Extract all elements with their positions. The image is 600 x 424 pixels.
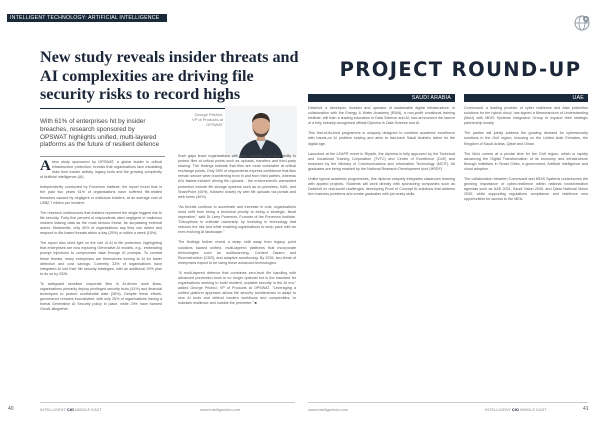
paragraph: Such gaps leave organisations with poor confidence in their ability to protect files at critical points such as uploads, transfers and third-party sharing. The findings indicate that files are most vulnerable at critical exchange points. Only 39% of respondents express confidence that files remain secure when transferring from in and from third parties, whereas AI's fastest-incident driving file uploads - the environment's warrantied protection include file storage systems such as on-premises, NAS, and SharePoint (40%), followed closely by web file uploads via portals and web forms (40%). — [178, 154, 296, 199]
saudi-arabia-story — [308, 106, 455, 202]
page-title: PROJECT ROUND-UP — [339, 58, 582, 81]
paragraph: To safeguard sensitive corporate files in AI-driven work flows, organisations primarily deploy privileged security tools (41%) and financial techniques to protect confidential data (38%). Despite these efforts, governance remains inconsistent, with only 25% of organisations having a formal Generative AI Security policy in place, while 29% have banned GenAI altogether. — [40, 281, 162, 312]
paragraph: The research underscores that insiders represent the single biggest risk to file security. Forty-five percent of respondents cited negligent or malicious insiders leaking data as the most serious threat, far surpassing external actors. Meanwhile, only 40% of organisations say they can detect and respond to file-based threats within a day (25%) or within a week (15%). — [40, 210, 162, 236]
globe-pin-icon — [572, 14, 592, 32]
article-column-1 — [40, 160, 162, 317]
photo-caption: George Prichici, VP of Products at OPSWAT — [191, 112, 223, 127]
portrait-photo — [225, 106, 297, 158]
paragraph: Commvault, a leading provider of cyber resilience and data protection solutions for the hybrid cloud, has signed a Memorandum of Understanding (MoU) with MDIS Systems Integration Group to expand their strategic partnership locally. — [464, 106, 588, 126]
standfirst-divider — [40, 156, 165, 157]
page-number: 40 — [8, 406, 14, 412]
page-number: 41 — [583, 406, 589, 412]
footer-divider — [40, 402, 295, 403]
paragraph: This first-of-its-kind programme is uniquely designed to combine academic excellence with hands-on AI problem solving and aims to fast-track Saudi Arabia's talent for the digital age. — [308, 131, 455, 146]
section-tag: INTELLIGENT TECHNOLOGY: ARTIFICIAL INTELLIGENCE — [7, 14, 167, 22]
paragraph: The parties will jointly address the growing demand for cybersecurity solutions in the Gulf region, focusing on the United Arab Emirates, the Kingdom of Saudi Arabia, Qatar and Oman. — [464, 131, 588, 146]
paragraph: The collaboration between Commvault and MDIS Systems underscores the growing importance of cyber-resilience within national transformation agendas such as UAE 2031, Saudi Vision 2030, and Qatar National Vision 2030, while supporting regulations compliance and resilience new opportunities for access to the MEA. — [464, 177, 588, 202]
paragraph: Anew study sponsored by OPSWAT, a global leader in critical infrastructure protection, reveals that organisations face escalating risks from insider activity, legacy tools and the growing complexity of Artificial Intelligence (AI). — [40, 158, 162, 180]
right-page — [300, 0, 600, 424]
paragraph: DataVolt, a developer, investor and operator of sustainable digital infrastructure, in collaboration with the Energy & Water Academy (EWA), a non-profit vocational training institute, will train a leading education in Data Science and AI, has announced the launch of a fully industry-recognised official Diploma in Data Science and AI. — [308, 106, 455, 126]
paragraph: The MoU comes at a pivotal time for the Gulf region, which is rapidly advancing the Digital Transformation of its economy and infrastructure through initiatives in Smart Cities, e-government, Artificial Intelligence and cloud adoption. — [464, 151, 588, 171]
paragraph: Unlike typical academic programmes, this diploma uniquely integrates classroom learning with applied projects. Students will work directly with sponsoring companies such as DataVolt on real-world challenges, developing Proof of Concept AI solutions that address live business problems and create graduates with job-ready skills. — [308, 177, 455, 197]
paragraph: The report also shed light on the role of AI in file protection, highlighting that enterprises are now exploring Generative AI models, e.g., embedding prompt injections to compromise data through AI prompts. To combat these threats, many enterprises are themselves turning to AI for faster detection and cost savings. Currently 33% of organisations have integrated AI into their file security strategies, with an additional 29% plan to do so by 2026. — [40, 241, 162, 276]
drop-cap: A — [40, 158, 51, 174]
footer-brand: INTELLIGENT CIO MIDDLE EAST — [40, 407, 102, 412]
paragraph: "A multi-layered defence that combines zero-trust file handling with advanced prevention tools is no longer optional but is the standard for organisations seeking to build resilient, scalable security in the AI era," added George Prichici, VP of Products at OPSWAT. "Leveraging a unified platform approach allows file security architectures to adapt to new AI tools and defend modern workflows and complexities, to maintain resilience and outside the perimeter." ■ — [178, 270, 296, 306]
paragraph: "As threats continue to accelerate and increase in cost, organisations must shift from being a technical priority to being a strategic, fiscal imperative," said Dr Larry Ponemon, Founder of the Ponemon Institute. "Disruptions in cultivate ownership by investing in technology that reduces the risk and while enabling organisations to keep pace with an ever-evolving AI landscape." — [178, 204, 296, 235]
footer-brand: INTELLIGENT CIO MIDDLE EAST — [485, 407, 547, 412]
article-column-2 — [178, 154, 296, 312]
paragraph: Independently conducted by Ponemon Institute, the report found that in the past two years 61% of organisations have suffered file-related breaches caused by negligent or malicious insiders, at an average cost of US$2.7 million per incident. — [40, 185, 162, 205]
article-headline: New study reveals insider threats and AI complexities are driving file security risks to record highs — [40, 48, 299, 104]
country-bar-saudi-arabia: SAUDI ARABIA — [308, 94, 455, 102]
footer-url: www.intelligentcio.com — [200, 407, 241, 412]
footer-url: www.intelligentcio.com — [308, 407, 349, 412]
footer-divider — [308, 402, 588, 403]
paragraph: Launched at the LEAP® event in Riyadh, the diploma is fully approved by the Technical and Vocational Training Corporation (TVTC) and Centre of Excellence (CoE) and endorsed by the Ministry of Communications and Information Technology (MCIT). All graduates are being enabled by the National Research Development fund (HRDF). — [308, 151, 455, 171]
uae-story — [464, 106, 588, 208]
paragraph: The findings further reveal a sharp shift away from legacy, point solutions toward unified, multi-layered platforms that incorporate technologies such as multiscanning, Content Disarm and Reconstruction (CDR), and adaptive sandboxing. By 2026, two-thirds of enterprises expect to be using these advanced technologies. — [178, 240, 296, 265]
country-bar-uae: UAE — [464, 94, 588, 102]
article-standfirst: With 61% of enterprises hit by insider breaches, research sponsored by OPSWAT highlights unified, multi-layered platforms as the future of resilient defence — [40, 118, 160, 149]
